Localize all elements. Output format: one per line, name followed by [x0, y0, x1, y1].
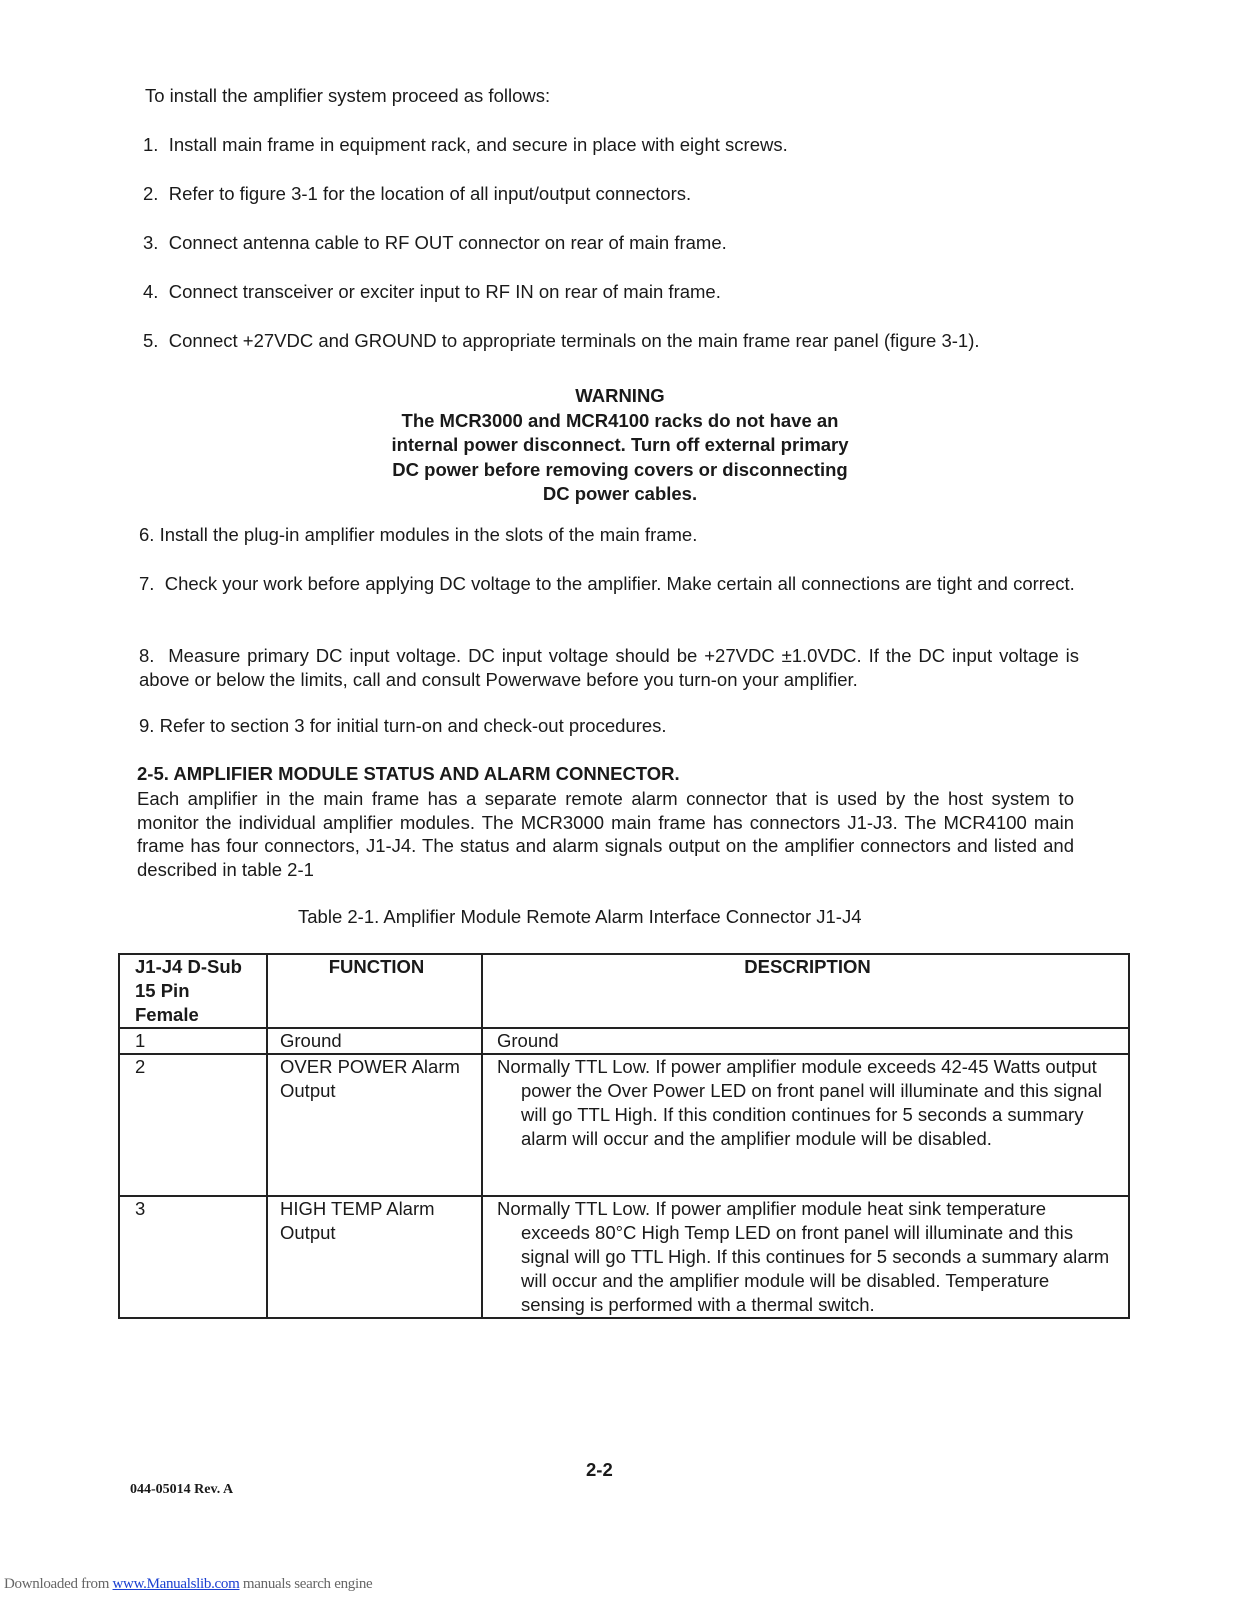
- step-text: Check your work before applying DC voltage to the amplifier. Make certain all connections are tight and correct.: [164, 573, 1075, 594]
- step-3: [143, 231, 727, 255]
- step-6: [139, 523, 697, 547]
- warning-line: The MCR3000 and MCR4100 racks do not have an: [401, 409, 839, 431]
- cell-pin: 2: [119, 1054, 267, 1196]
- header-function: FUNCTION: [267, 954, 482, 1028]
- table-row: [119, 1028, 1129, 1054]
- table-row: [119, 1054, 1129, 1196]
- step-text: Connect transceiver or exciter input to RF IN on rear of main frame.: [168, 281, 721, 302]
- warning-line: DC power cables.: [542, 483, 698, 504]
- step-number: 8.: [139, 645, 155, 666]
- table-row: [119, 1196, 1129, 1318]
- step-2: [143, 182, 691, 206]
- download-notice: [4, 1576, 372, 1593]
- header-pin: J1-J4 D-Sub 15 Pin Female: [119, 954, 267, 1028]
- step-1: [143, 133, 788, 157]
- step-text: Refer to figure 3-1 for the location of all input/output connectors.: [168, 183, 692, 204]
- step-number: 5.: [143, 330, 159, 351]
- download-prefix: Downloaded from: [4, 1576, 113, 1592]
- warning-line: internal power disconnect. Turn off external primary: [391, 434, 849, 455]
- step-5: [143, 329, 980, 353]
- step-7: [139, 572, 1079, 596]
- document-number: 044-05014 Rev. A: [130, 1482, 234, 1497]
- step-text: Refer to section 3 for initial turn-on and check-out procedures.: [159, 715, 667, 736]
- step-number: 6.: [139, 524, 155, 545]
- cell-pin: 1: [119, 1028, 267, 1054]
- cell-function: HIGH TEMP Alarm Output: [267, 1196, 482, 1318]
- cell-description-wrap: [482, 1196, 1129, 1318]
- manualslib-link[interactable]: www.Manualslib.com: [112, 1576, 240, 1592]
- table-header-row: [119, 954, 1129, 1028]
- step-text: Connect +27VDC and GROUND to appropriate terminals on the main frame rear panel (figure 3-1).: [168, 330, 980, 351]
- step-number: 3.: [143, 232, 159, 253]
- step-9: [139, 714, 667, 738]
- cell-description: Normally TTL Low. If power amplifier module exceeds 42-45 Watts output power the Over Power LED on front panel will illuminate and this signal will go TTL High. If this condition continues for 5 seconds a summary alarm will occur and the amplifier module will be disabled.: [497, 1056, 1102, 1149]
- step-number: 4.: [143, 281, 159, 302]
- step-number: 7.: [139, 573, 155, 594]
- warning-line: DC power before removing covers or disconnecting: [392, 458, 848, 480]
- step-text: Install the plug-in amplifier modules in the slots of the main frame.: [159, 524, 698, 545]
- intro-text: To install the amplifier system proceed as follows:: [145, 85, 551, 106]
- cell-function: OVER POWER Alarm Output: [267, 1054, 482, 1196]
- step-text: Measure primary DC input voltage. DC input voltage should be +27VDC ±1.0VDC. If the DC input voltage is above or below the limits, call and consult Powerwave before you turn-on your amplifier.: [139, 645, 1079, 690]
- page-number: 2-2: [586, 1459, 613, 1480]
- step-number: 9.: [139, 715, 155, 736]
- cell-function: Ground: [267, 1028, 482, 1054]
- warning-block: [260, 384, 980, 507]
- step-8: [139, 644, 1079, 692]
- cell-description-wrap: [482, 1054, 1129, 1196]
- download-suffix: manuals search engine: [239, 1576, 373, 1592]
- table-caption: Table 2-1. Amplifier Module Remote Alarm Interface Connector J1-J4: [298, 906, 862, 927]
- section-heading: 2-5. AMPLIFIER MODULE STATUS AND ALARM CONNECTOR.: [137, 763, 680, 784]
- step-text: Connect antenna cable to RF OUT connector on rear of main frame.: [168, 232, 727, 253]
- header-description: DESCRIPTION: [482, 954, 1129, 1028]
- step-text: Install main frame in equipment rack, and secure in place with eight screws.: [168, 134, 788, 155]
- step-number: 1.: [143, 134, 159, 155]
- cell-description: Ground: [482, 1028, 1129, 1054]
- step-4: [143, 280, 721, 304]
- warning-title: WARNING: [575, 385, 665, 406]
- cell-pin: 3: [119, 1196, 267, 1318]
- section-body: Each amplifier in the main frame has a separate remote alarm connector that is used by the host system to monitor the individual amplifier modules. The MCR3000 main frame has connectors J1-J3. The MCR4100 main frame has four connectors, J1-J4. The status and alarm signals output on the amplifier connectors and listed and described in table 2-1: [137, 788, 1074, 880]
- step-number: 2.: [143, 183, 159, 204]
- alarm-connector-table: [118, 953, 1130, 1319]
- cell-description: Normally TTL Low. If power amplifier module heat sink temperature exceeds 80°C High Temp LED on front panel will illuminate and this signal will go TTL High. If this continues for 5 seconds a summary alarm will occur and the amplifier module will be disabled. Temperature sensing is performed with a thermal switch.: [497, 1198, 1110, 1315]
